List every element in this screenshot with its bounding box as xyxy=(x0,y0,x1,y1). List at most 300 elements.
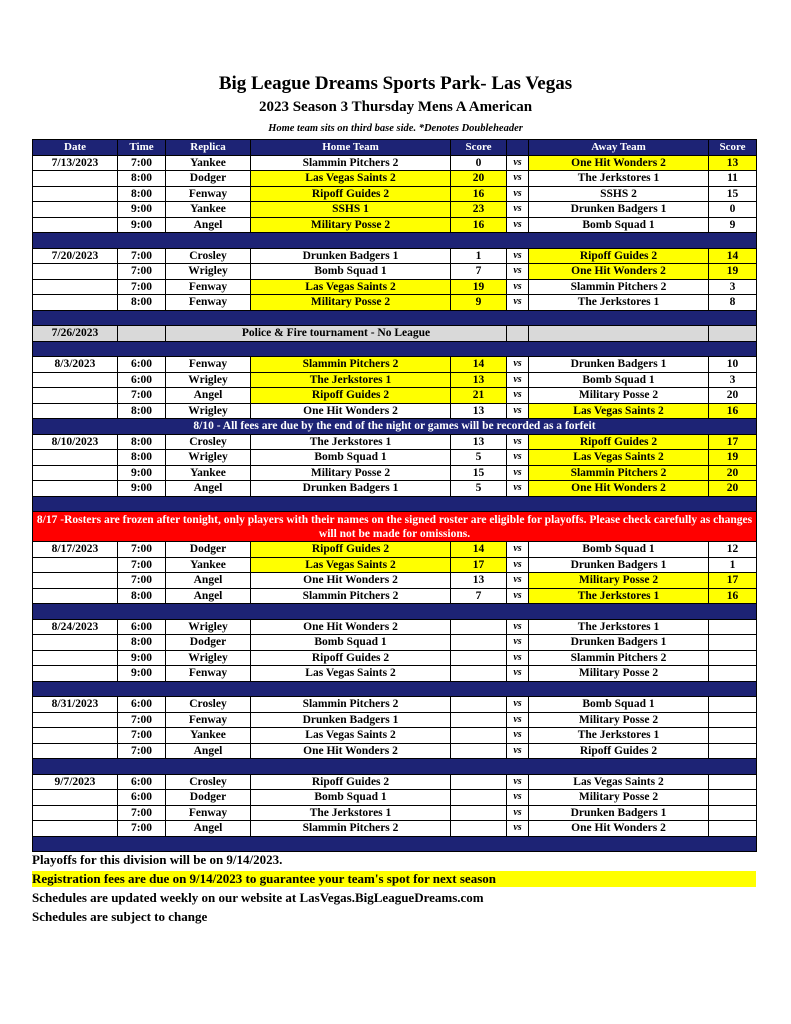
game-row xyxy=(33,279,757,295)
game-time: 8:00 xyxy=(118,588,166,604)
home-score: 14 xyxy=(451,357,507,373)
away-score: 11 xyxy=(709,171,757,187)
home-team: Slammin Pitchers 2 xyxy=(251,357,451,373)
vs-label: vs xyxy=(507,790,529,806)
page-subtitle: 2023 Season 3 Thursday Mens A American xyxy=(258,99,533,115)
game-date xyxy=(33,557,118,573)
game-time: 7:00 xyxy=(118,264,166,280)
game-date xyxy=(33,588,118,604)
game-row xyxy=(33,790,757,806)
separator-row xyxy=(33,681,757,697)
game-row xyxy=(33,743,757,759)
home-team: One Hit Wonders 2 xyxy=(251,403,451,419)
away-score: 16 xyxy=(709,588,757,604)
field-replica: Wrigley xyxy=(166,650,251,666)
game-row xyxy=(33,774,757,790)
field-replica: Yankee xyxy=(166,728,251,744)
notice-text: 8/10 - All fees are due by the end of the night or games will be recorded as a forfeit xyxy=(33,419,757,435)
vs-label: vs xyxy=(507,171,529,187)
home-score xyxy=(451,666,507,682)
col-header-away-team: Away Team xyxy=(529,140,709,156)
game-time: 8:00 xyxy=(118,186,166,202)
field-replica: Fenway xyxy=(166,357,251,373)
home-team: One Hit Wonders 2 xyxy=(251,619,451,635)
home-score xyxy=(451,743,507,759)
game-date xyxy=(33,202,118,218)
away-team: Drunken Badgers 1 xyxy=(529,202,709,218)
separator-row xyxy=(33,496,757,512)
away-team: The Jerkstores 1 xyxy=(529,619,709,635)
home-score xyxy=(451,650,507,666)
separator-row xyxy=(33,759,757,775)
vs-label: vs xyxy=(507,821,529,837)
away-score xyxy=(709,774,757,790)
home-team: Ripoff Guides 2 xyxy=(251,186,451,202)
vs-label: vs xyxy=(507,697,529,713)
away-score: 10 xyxy=(709,357,757,373)
away-team: SSHS 2 xyxy=(529,186,709,202)
away-team: Ripoff Guides 2 xyxy=(529,248,709,264)
game-time: 6:00 xyxy=(118,774,166,790)
vs-label: vs xyxy=(507,202,529,218)
game-date xyxy=(33,821,118,837)
separator-row xyxy=(33,310,757,326)
away-team: Military Posse 2 xyxy=(529,712,709,728)
game-row xyxy=(33,650,757,666)
vs-label: vs xyxy=(507,666,529,682)
game-time: 7:00 xyxy=(118,248,166,264)
footer-registration: Registration fees are due on 9/14/2023 to guarantee your team's spot for next season xyxy=(32,871,756,887)
home-score xyxy=(451,790,507,806)
game-row xyxy=(33,588,757,604)
game-row xyxy=(33,202,757,218)
field-replica: Angel xyxy=(166,743,251,759)
home-team: Slammin Pitchers 2 xyxy=(251,697,451,713)
away-score xyxy=(709,790,757,806)
home-score xyxy=(451,821,507,837)
vs-label: vs xyxy=(507,403,529,419)
page-note: Home team sits on third base side. *Denotes Doubleheader xyxy=(268,123,523,134)
game-row xyxy=(33,557,757,573)
footer-website: Schedules are updated weekly on our website at LasVegas.BigLeagueDreams.com xyxy=(32,890,484,905)
field-replica: Fenway xyxy=(166,279,251,295)
field-replica: Wrigley xyxy=(166,450,251,466)
notice-row xyxy=(33,419,757,435)
field-replica: Fenway xyxy=(166,295,251,311)
home-team: Military Posse 2 xyxy=(251,465,451,481)
away-team: One Hit Wonders 2 xyxy=(529,821,709,837)
home-team: Military Posse 2 xyxy=(251,217,451,233)
game-time: 8:00 xyxy=(118,635,166,651)
away-score: 16 xyxy=(709,403,757,419)
field-replica: Wrigley xyxy=(166,403,251,419)
vs-label: vs xyxy=(507,588,529,604)
home-team: One Hit Wonders 2 xyxy=(251,573,451,589)
game-row xyxy=(33,450,757,466)
home-score: 0 xyxy=(451,155,507,171)
game-date: 9/7/2023 xyxy=(33,774,118,790)
field-replica: Wrigley xyxy=(166,264,251,280)
home-score: 13 xyxy=(451,434,507,450)
field-replica: Dodger xyxy=(166,635,251,651)
home-score: 1 xyxy=(451,248,507,264)
home-score: 14 xyxy=(451,542,507,558)
game-date xyxy=(33,728,118,744)
home-team: Bomb Squad 1 xyxy=(251,264,451,280)
home-score xyxy=(451,774,507,790)
away-score: 19 xyxy=(709,264,757,280)
schedule-table xyxy=(32,139,757,852)
home-score: 7 xyxy=(451,264,507,280)
field-replica: Dodger xyxy=(166,171,251,187)
game-date xyxy=(33,171,118,187)
home-score: 20 xyxy=(451,171,507,187)
game-date xyxy=(33,712,118,728)
game-date xyxy=(33,666,118,682)
home-score: 5 xyxy=(451,481,507,497)
game-date xyxy=(33,743,118,759)
vs-label: vs xyxy=(507,650,529,666)
game-time: 8:00 xyxy=(118,434,166,450)
away-score xyxy=(709,650,757,666)
away-team: Bomb Squad 1 xyxy=(529,372,709,388)
home-score xyxy=(451,712,507,728)
game-time: 7:00 xyxy=(118,279,166,295)
no-league-text: Police & Fire tournament - No League xyxy=(166,326,507,342)
away-team: Las Vegas Saints 2 xyxy=(529,403,709,419)
away-team: Drunken Badgers 1 xyxy=(529,635,709,651)
away-score: 8 xyxy=(709,295,757,311)
away-score: 3 xyxy=(709,279,757,295)
home-score: 17 xyxy=(451,557,507,573)
game-row xyxy=(33,388,757,404)
away-score: 19 xyxy=(709,450,757,466)
away-team: One Hit Wonders 2 xyxy=(529,264,709,280)
game-date xyxy=(33,790,118,806)
field-replica: Wrigley xyxy=(166,372,251,388)
game-row xyxy=(33,186,757,202)
game-time: 7:00 xyxy=(118,728,166,744)
vs-label: vs xyxy=(507,542,529,558)
field-replica: Fenway xyxy=(166,712,251,728)
game-time: 6:00 xyxy=(118,790,166,806)
vs-label: vs xyxy=(507,295,529,311)
field-replica: Crosley xyxy=(166,248,251,264)
away-score xyxy=(709,805,757,821)
separator-cell xyxy=(33,604,757,620)
away-score: 17 xyxy=(709,434,757,450)
away-team: Las Vegas Saints 2 xyxy=(529,774,709,790)
home-score: 13 xyxy=(451,372,507,388)
away-team: Slammin Pitchers 2 xyxy=(529,279,709,295)
game-date: 7/13/2023 xyxy=(33,155,118,171)
vs-label: vs xyxy=(507,279,529,295)
game-row xyxy=(33,635,757,651)
field-replica: Angel xyxy=(166,588,251,604)
away-team: Military Posse 2 xyxy=(529,666,709,682)
vs-label: vs xyxy=(507,481,529,497)
field-replica: Angel xyxy=(166,481,251,497)
vs-label: vs xyxy=(507,465,529,481)
game-row xyxy=(33,465,757,481)
away-score xyxy=(709,712,757,728)
home-score: 16 xyxy=(451,217,507,233)
away-team: Bomb Squad 1 xyxy=(529,542,709,558)
home-team: Drunken Badgers 1 xyxy=(251,481,451,497)
game-time: 7:00 xyxy=(118,712,166,728)
game-time: 6:00 xyxy=(118,357,166,373)
away-score: 14 xyxy=(709,248,757,264)
separator-row xyxy=(33,341,757,357)
away-score: 3 xyxy=(709,372,757,388)
game-row xyxy=(33,542,757,558)
home-score xyxy=(451,697,507,713)
field-replica: Crosley xyxy=(166,697,251,713)
game-date xyxy=(33,573,118,589)
home-score: 21 xyxy=(451,388,507,404)
home-score: 16 xyxy=(451,186,507,202)
field-replica: Angel xyxy=(166,821,251,837)
field-replica: Fenway xyxy=(166,805,251,821)
game-row xyxy=(33,217,757,233)
game-date xyxy=(33,650,118,666)
vs-label: vs xyxy=(507,155,529,171)
field-replica: Yankee xyxy=(166,557,251,573)
game-row xyxy=(33,821,757,837)
game-date: 7/26/2023 xyxy=(33,326,118,342)
away-score: 1 xyxy=(709,557,757,573)
away-score xyxy=(709,666,757,682)
home-team: The Jerkstores 1 xyxy=(251,434,451,450)
home-team: Ripoff Guides 2 xyxy=(251,650,451,666)
game-date xyxy=(33,264,118,280)
game-row xyxy=(33,434,757,450)
col-header-replica: Replica xyxy=(166,140,251,156)
home-team: Slammin Pitchers 2 xyxy=(251,821,451,837)
vs-label: vs xyxy=(507,248,529,264)
game-row xyxy=(33,372,757,388)
game-date xyxy=(33,186,118,202)
home-score: 9 xyxy=(451,295,507,311)
game-date xyxy=(33,465,118,481)
game-row xyxy=(33,403,757,419)
vs-label: vs xyxy=(507,264,529,280)
game-date xyxy=(33,388,118,404)
field-replica: Dodger xyxy=(166,542,251,558)
away-score: 15 xyxy=(709,186,757,202)
home-team: Las Vegas Saints 2 xyxy=(251,557,451,573)
vs-label: vs xyxy=(507,450,529,466)
game-time: 7:00 xyxy=(118,557,166,573)
home-team: Ripoff Guides 2 xyxy=(251,388,451,404)
game-time: 8:00 xyxy=(118,295,166,311)
away-team: Military Posse 2 xyxy=(529,388,709,404)
away-team: The Jerkstores 1 xyxy=(529,728,709,744)
schedule-body xyxy=(33,140,757,852)
game-time: 8:00 xyxy=(118,403,166,419)
home-score: 15 xyxy=(451,465,507,481)
home-score: 19 xyxy=(451,279,507,295)
game-row xyxy=(33,248,757,264)
field-replica: Fenway xyxy=(166,186,251,202)
game-date xyxy=(33,450,118,466)
away-team: The Jerkstores 1 xyxy=(529,588,709,604)
home-team: Bomb Squad 1 xyxy=(251,790,451,806)
game-date: 7/20/2023 xyxy=(33,248,118,264)
home-team: Bomb Squad 1 xyxy=(251,635,451,651)
home-team: Drunken Badgers 1 xyxy=(251,248,451,264)
game-date: 8/24/2023 xyxy=(33,619,118,635)
game-row xyxy=(33,357,757,373)
home-team: Las Vegas Saints 2 xyxy=(251,279,451,295)
home-team: One Hit Wonders 2 xyxy=(251,743,451,759)
field-replica: Crosley xyxy=(166,774,251,790)
game-row xyxy=(33,264,757,280)
game-row xyxy=(33,481,757,497)
empty-cell xyxy=(507,326,529,342)
home-team: Ripoff Guides 2 xyxy=(251,542,451,558)
separator-cell xyxy=(33,836,757,852)
separator-row xyxy=(33,836,757,852)
game-date xyxy=(33,403,118,419)
roster-alert-row xyxy=(33,512,757,542)
away-score: 17 xyxy=(709,573,757,589)
home-team: Slammin Pitchers 2 xyxy=(251,155,451,171)
home-team: The Jerkstores 1 xyxy=(251,372,451,388)
field-replica: Dodger xyxy=(166,790,251,806)
game-row xyxy=(33,155,757,171)
field-replica: Wrigley xyxy=(166,619,251,635)
game-date: 8/17/2023 xyxy=(33,542,118,558)
home-team: Slammin Pitchers 2 xyxy=(251,588,451,604)
header-row xyxy=(33,140,757,156)
col-header-time: Time xyxy=(118,140,166,156)
vs-label: vs xyxy=(507,728,529,744)
game-time: 9:00 xyxy=(118,202,166,218)
away-team: Slammin Pitchers 2 xyxy=(529,465,709,481)
home-team: Bomb Squad 1 xyxy=(251,450,451,466)
col-header-away-score: Score xyxy=(709,140,757,156)
game-time: 6:00 xyxy=(118,619,166,635)
away-score: 20 xyxy=(709,481,757,497)
vs-label: vs xyxy=(507,743,529,759)
game-time: 9:00 xyxy=(118,481,166,497)
empty-cell xyxy=(709,326,757,342)
vs-label: vs xyxy=(507,635,529,651)
vs-label: vs xyxy=(507,217,529,233)
away-team: Drunken Badgers 1 xyxy=(529,557,709,573)
separator-cell xyxy=(33,496,757,512)
vs-label: vs xyxy=(507,712,529,728)
away-team: Bomb Squad 1 xyxy=(529,217,709,233)
away-score xyxy=(709,635,757,651)
vs-label: vs xyxy=(507,573,529,589)
home-team: Las Vegas Saints 2 xyxy=(251,728,451,744)
game-row xyxy=(33,573,757,589)
roster-alert-text: 8/17 -Rosters are frozen after tonight, only players with their names on the signed roster are eligible for playoffs. Please check carefully as changes will not be made for omissions. xyxy=(33,512,757,542)
game-time: 9:00 xyxy=(118,650,166,666)
game-date xyxy=(33,805,118,821)
away-team: Military Posse 2 xyxy=(529,573,709,589)
footer-subject-to-change: Schedules are subject to change xyxy=(32,909,208,924)
field-replica: Yankee xyxy=(166,202,251,218)
game-time: 8:00 xyxy=(118,450,166,466)
col-header-home-team: Home Team xyxy=(251,140,451,156)
empty-cell xyxy=(529,326,709,342)
home-score xyxy=(451,635,507,651)
away-score: 13 xyxy=(709,155,757,171)
game-row xyxy=(33,712,757,728)
away-score: 12 xyxy=(709,542,757,558)
footer-playoffs: Playoffs for this division will be on 9/14/2023. xyxy=(32,852,283,867)
home-score: 13 xyxy=(451,573,507,589)
game-time: 7:00 xyxy=(118,542,166,558)
away-score xyxy=(709,697,757,713)
game-time: 9:00 xyxy=(118,465,166,481)
game-date xyxy=(33,372,118,388)
field-replica: Fenway xyxy=(166,666,251,682)
away-score: 20 xyxy=(709,465,757,481)
away-score xyxy=(709,619,757,635)
field-replica: Angel xyxy=(166,388,251,404)
home-team: SSHS 1 xyxy=(251,202,451,218)
vs-label: vs xyxy=(507,186,529,202)
away-team: Bomb Squad 1 xyxy=(529,697,709,713)
game-date: 8/31/2023 xyxy=(33,697,118,713)
game-row xyxy=(33,171,757,187)
vs-label: vs xyxy=(507,557,529,573)
separator-cell xyxy=(33,681,757,697)
away-score: 20 xyxy=(709,388,757,404)
away-team: The Jerkstores 1 xyxy=(529,295,709,311)
field-replica: Yankee xyxy=(166,465,251,481)
home-score: 5 xyxy=(451,450,507,466)
away-team: One Hit Wonders 2 xyxy=(529,155,709,171)
game-time: 7:00 xyxy=(118,155,166,171)
game-date xyxy=(33,295,118,311)
away-score xyxy=(709,821,757,837)
away-team: One Hit Wonders 2 xyxy=(529,481,709,497)
separator-cell xyxy=(33,759,757,775)
separator-cell xyxy=(33,233,757,249)
game-time: 7:00 xyxy=(118,573,166,589)
game-row xyxy=(33,697,757,713)
away-score xyxy=(709,743,757,759)
game-date xyxy=(33,481,118,497)
game-time: 9:00 xyxy=(118,217,166,233)
home-score: 7 xyxy=(451,588,507,604)
home-team: Ripoff Guides 2 xyxy=(251,774,451,790)
game-row xyxy=(33,728,757,744)
col-header-home-score: Score xyxy=(451,140,507,156)
game-time: 8:00 xyxy=(118,171,166,187)
field-replica: Angel xyxy=(166,573,251,589)
home-score xyxy=(451,619,507,635)
away-score xyxy=(709,728,757,744)
game-row xyxy=(33,805,757,821)
home-score: 23 xyxy=(451,202,507,218)
empty-cell xyxy=(118,326,166,342)
col-header-date: Date xyxy=(33,140,118,156)
vs-label: vs xyxy=(507,774,529,790)
separator-row xyxy=(33,233,757,249)
home-team: Military Posse 2 xyxy=(251,295,451,311)
game-date: 8/10/2023 xyxy=(33,434,118,450)
game-row xyxy=(33,666,757,682)
home-team: Las Vegas Saints 2 xyxy=(251,666,451,682)
game-time: 6:00 xyxy=(118,372,166,388)
game-time: 7:00 xyxy=(118,388,166,404)
